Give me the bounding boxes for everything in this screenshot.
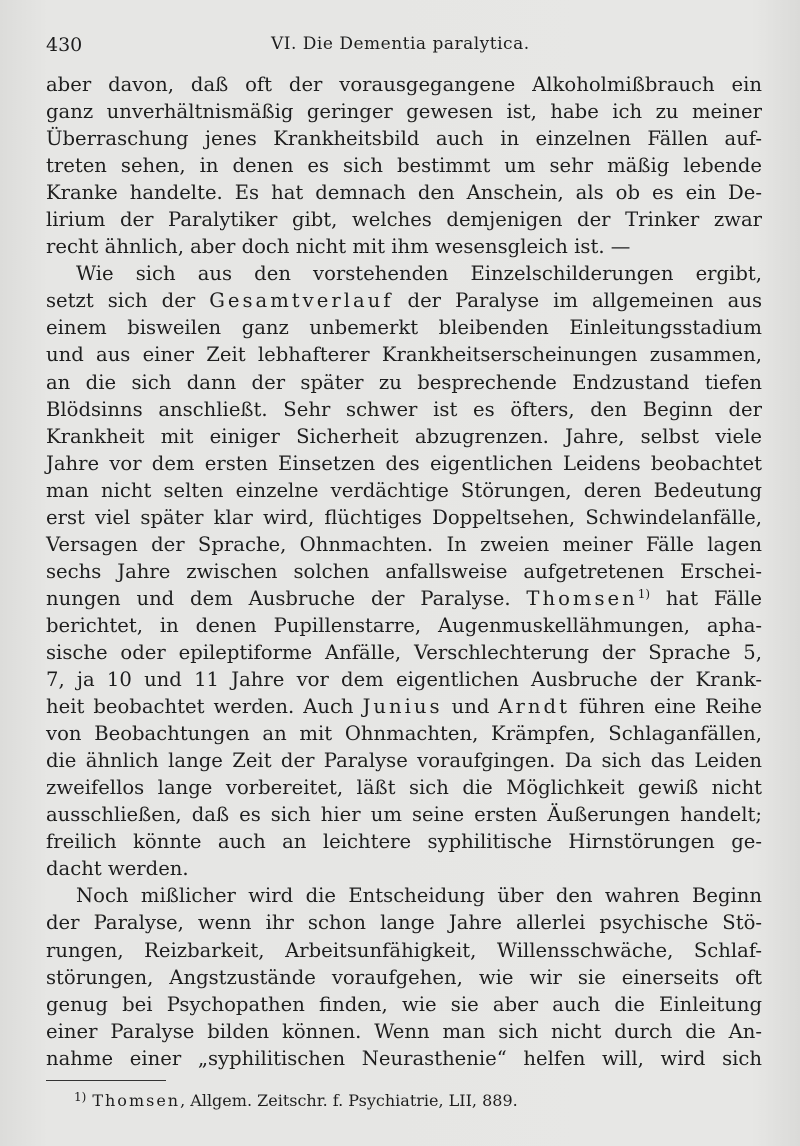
page-header (46, 34, 762, 58)
footnote-marker: 1) (74, 1090, 87, 1104)
text-line: der Paralyse, wenn ihr schon lange Jahre allerlei psychische Stö- (46, 911, 762, 935)
text-line: berichtet, in denen Pupillenstarre, Augenmuskellähmungen, apha- (46, 613, 762, 637)
line-text: setzt sich der (46, 289, 210, 313)
text-line: Jahre vor dem ersten Einsetzen des eigentlichen Leidens beobachtet (46, 451, 762, 475)
text-line (46, 287, 762, 314)
text-line: Versagen der Sprache, Ohnmachten. In zweien meiner Fälle lagen (46, 532, 762, 556)
text-line: sische oder epileptiforme Anfälle, Verschlechterung der Sprache 5, (46, 640, 762, 664)
text-line (46, 585, 762, 612)
text-line: die ähnlich lange Zeit der Paralyse voraufgingen. Da sich das Leiden (46, 749, 762, 773)
author-name: Arndt (498, 695, 570, 719)
line-text: nungen und dem Ausbruche der Paralyse. (46, 586, 527, 610)
line-text: heit beobachtet werden. Auch (46, 695, 363, 719)
text-line: erst viel später klar wird, flüchtiges Doppeltsehen, Schwindelanfälle, (46, 505, 762, 529)
text-line: 7, ja 10 und 11 Jahre vor dem eigentlichen Ausbruche der Krank- (46, 668, 762, 692)
line-text: und (442, 695, 499, 719)
footnote (74, 1086, 764, 1112)
text-line: genug bei Psychopathen finden, wie sie aber auch die Einleitung (46, 992, 762, 1016)
text-line: dacht werden. (46, 857, 189, 881)
text-line: man nicht selten einzelne verdächtige Störungen, deren Bedeutung (46, 478, 762, 502)
text-line: einem bisweilen ganz unbemerkt bleibenden Einleitungsstadium (46, 316, 762, 340)
text-line: aber davon, daß oft der vorausgegangene Alkoholmißbrauch ein (46, 73, 762, 96)
text-line: recht ähnlich, aber doch nicht mit ihm wesensgleich ist. — (46, 235, 631, 259)
author-name: Junius (362, 695, 443, 719)
text-line: rungen, Reizbarkeit, Arbeitsunfähigkeit, Willensschwäche, Schlaf- (46, 938, 762, 962)
footnote-text: , Allgem. Zeitschr. f. Psychiatrie, LII, 889. (180, 1091, 518, 1110)
page-number: 430 (46, 34, 83, 56)
text-line: Wie sich aus den vorstehenden Einzelschilderungen ergibt, (76, 262, 762, 286)
text-line: von Beobachtungen an mit Ohnmachten, Krämpfen, Schlaganfällen, (46, 722, 762, 746)
text-line: lirium der Paralytiker gibt, welches demjenigen der Trinker zwar (46, 208, 762, 232)
text-line: Kranke handelte. Es hat demnach den Anschein, als ob es ein De- (46, 181, 762, 205)
text-line: Überraschung jenes Krankheitsbild auch in einzelnen Fällen auf- (46, 127, 762, 151)
text-line: Krankheit mit einiger Sicherheit abzugrenzen. Jahre, selbst viele (46, 424, 762, 448)
line-text: führen eine Reihe (569, 695, 762, 719)
text-line: und aus einer Zeit lebhafterer Krankheitserscheinungen zusammen, (46, 343, 762, 367)
text-line: einer Paralyse bilden können. Wenn man sich nicht durch die An- (46, 1019, 762, 1043)
text-line: zweifellos lange vorbereitet, läßt sich die Möglichkeit gewiß nicht (46, 776, 762, 800)
running-head: VI. Die Dementia paralytica. (271, 34, 530, 54)
text-line: Blödsinns anschließt. Sehr schwer ist es öfters, den Beginn der (46, 397, 762, 421)
text-line (46, 693, 762, 720)
text-line: nahme einer „syphilitischen Neurasthenie“ helfen will, wird sich (46, 1046, 762, 1070)
text-line: ganz unverhältnismäßig geringer gewesen ist, habe ich zu meiner (46, 100, 762, 124)
footnote-rule (46, 1080, 166, 1081)
footnote-author: Thomsen (92, 1091, 181, 1110)
footnote-ref: 1) (637, 586, 651, 601)
text-line: störungen, Angstzustände voraufgehen, wie wir sie einerseits oft (46, 965, 762, 989)
text-line: an die sich dann der später zu besprechende Endzustand tiefen (46, 370, 762, 394)
spaced-term: Gesamtverlauf (209, 289, 394, 313)
text-line: treten sehen, in denen es sich bestimmt um sehr mäßig lebende (46, 154, 762, 178)
text-line: sechs Jahre zwischen solchen anfallsweise aufgetretenen Erschei- (46, 559, 762, 583)
line-text: der Paralyse im allgemeinen aus (393, 289, 762, 313)
body-text (46, 71, 762, 1072)
text-line: Noch mißlicher wird die Entscheidung über den wahren Beginn (76, 884, 762, 908)
text-line: ausschließen, daß es sich hier um seine ersten Äußerungen handelt; (46, 803, 762, 827)
text-line: freilich könnte auch an leichtere syphilitische Hirnstörungen ge- (46, 830, 762, 854)
line-text: hat Fälle (650, 586, 762, 610)
author-name: Thomsen (526, 586, 638, 610)
